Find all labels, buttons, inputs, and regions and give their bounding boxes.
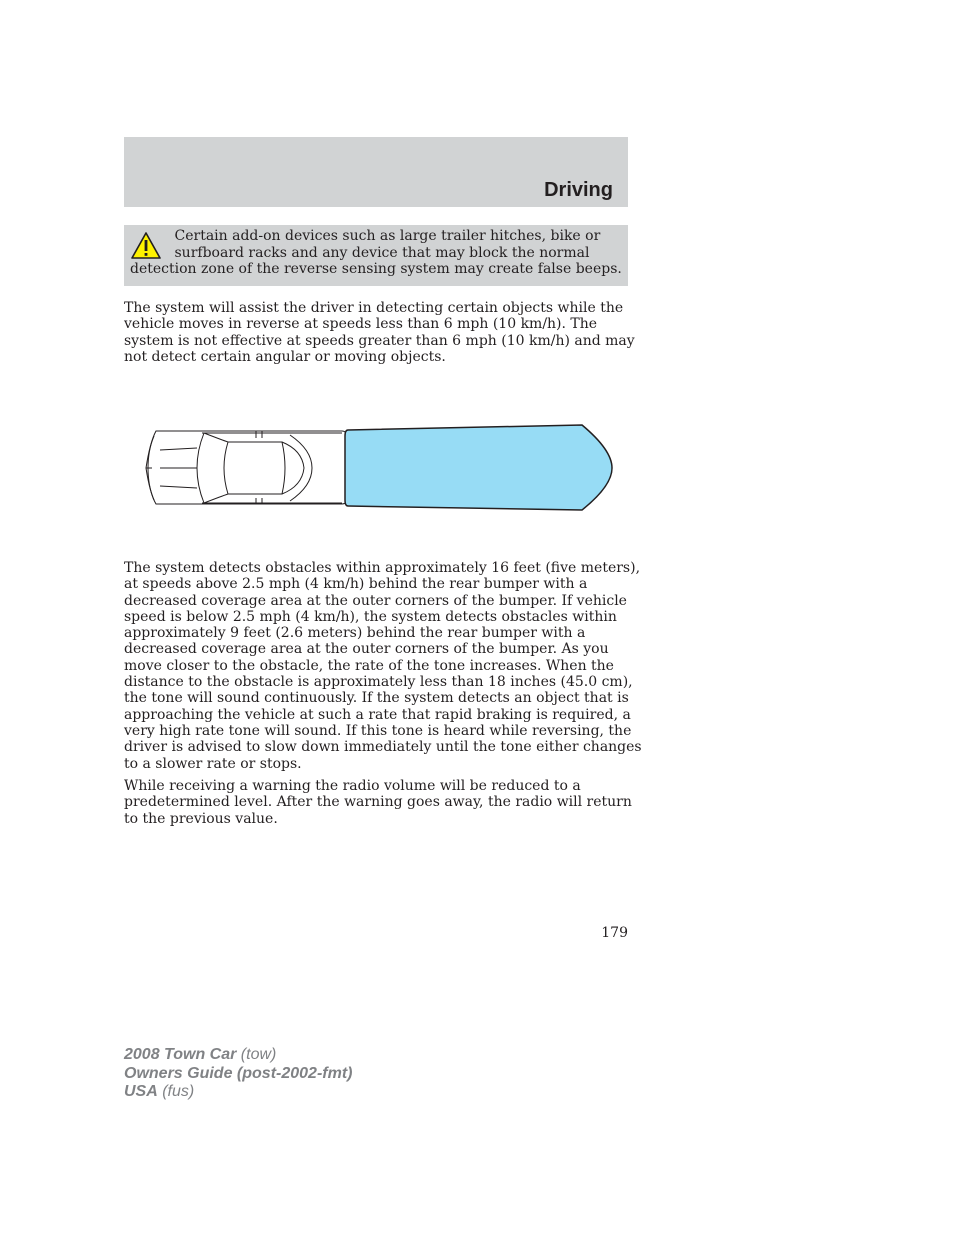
footer-line-1 [124, 1046, 352, 1065]
footer-market: USA [124, 1083, 158, 1100]
body-paragraph-1: The system will assist the driver in detecting certain objects while the vehicle moves in reverse at speeds less than 6 mph (10 km/h). The system is not effective at speeds greater than 6 mph (10 km/h) and may not detect certain angular or moving objects. [124, 300, 635, 365]
section-title: Driving [544, 179, 613, 201]
body-paragraph-3: While receiving a warning the radio volume will be reduced to a predetermined level. After the warning goes away, the radio will return to the previous value. [124, 778, 632, 827]
reverse-sensing-diagram [142, 420, 618, 516]
footer [124, 1046, 352, 1102]
footer-line-3 [124, 1083, 352, 1102]
body-paragraph-2: The system detects obstacles within approximately 16 feet (five meters), at speeds above 2.5 mph (4 km/h) behind the rear bumper with a decreased coverage area at the outer corners of the bumper. If vehicle speed is below 2.5 mph (4 km/h), the system detects obstacles within approximately 9 feet (2.6 meters) behind the rear bumper with a decreased coverage area at the outer corners of the bumper. As you move closer to the obstacle, the rate of the tone increases. When the distance to the obstacle is approximately less than 18 inches (45.0 cm), the tone will sound continuously. If the system detects an object that is approaching the vehicle at such a rate that rapid braking is required, a very high rate tone will sound. If this tone is heard while reversing, the driver is advised to slow down immediately until the tone either changes to a slower rate or stops. [124, 560, 642, 772]
footer-market-code: (fus) [157, 1083, 195, 1100]
car-top-view-icon [146, 431, 347, 504]
warning-box [124, 225, 628, 286]
footer-guide-title: Owners Guide (post-2002-fmt) [124, 1064, 353, 1082]
footer-line-2 [124, 1065, 352, 1084]
warning-text: Certain add-on devices such as large trailer hitches, bike or surfboard racks and any device that may block the normal detection zone of the reverse sensing system may create false beeps. [130, 228, 622, 277]
sensing-zone [345, 425, 612, 510]
footer-model: 2008 Town Car [124, 1046, 237, 1063]
section-header-band [124, 137, 628, 207]
footer-model-code: (tow) [236, 1046, 277, 1063]
page-number: 179 [601, 925, 628, 941]
